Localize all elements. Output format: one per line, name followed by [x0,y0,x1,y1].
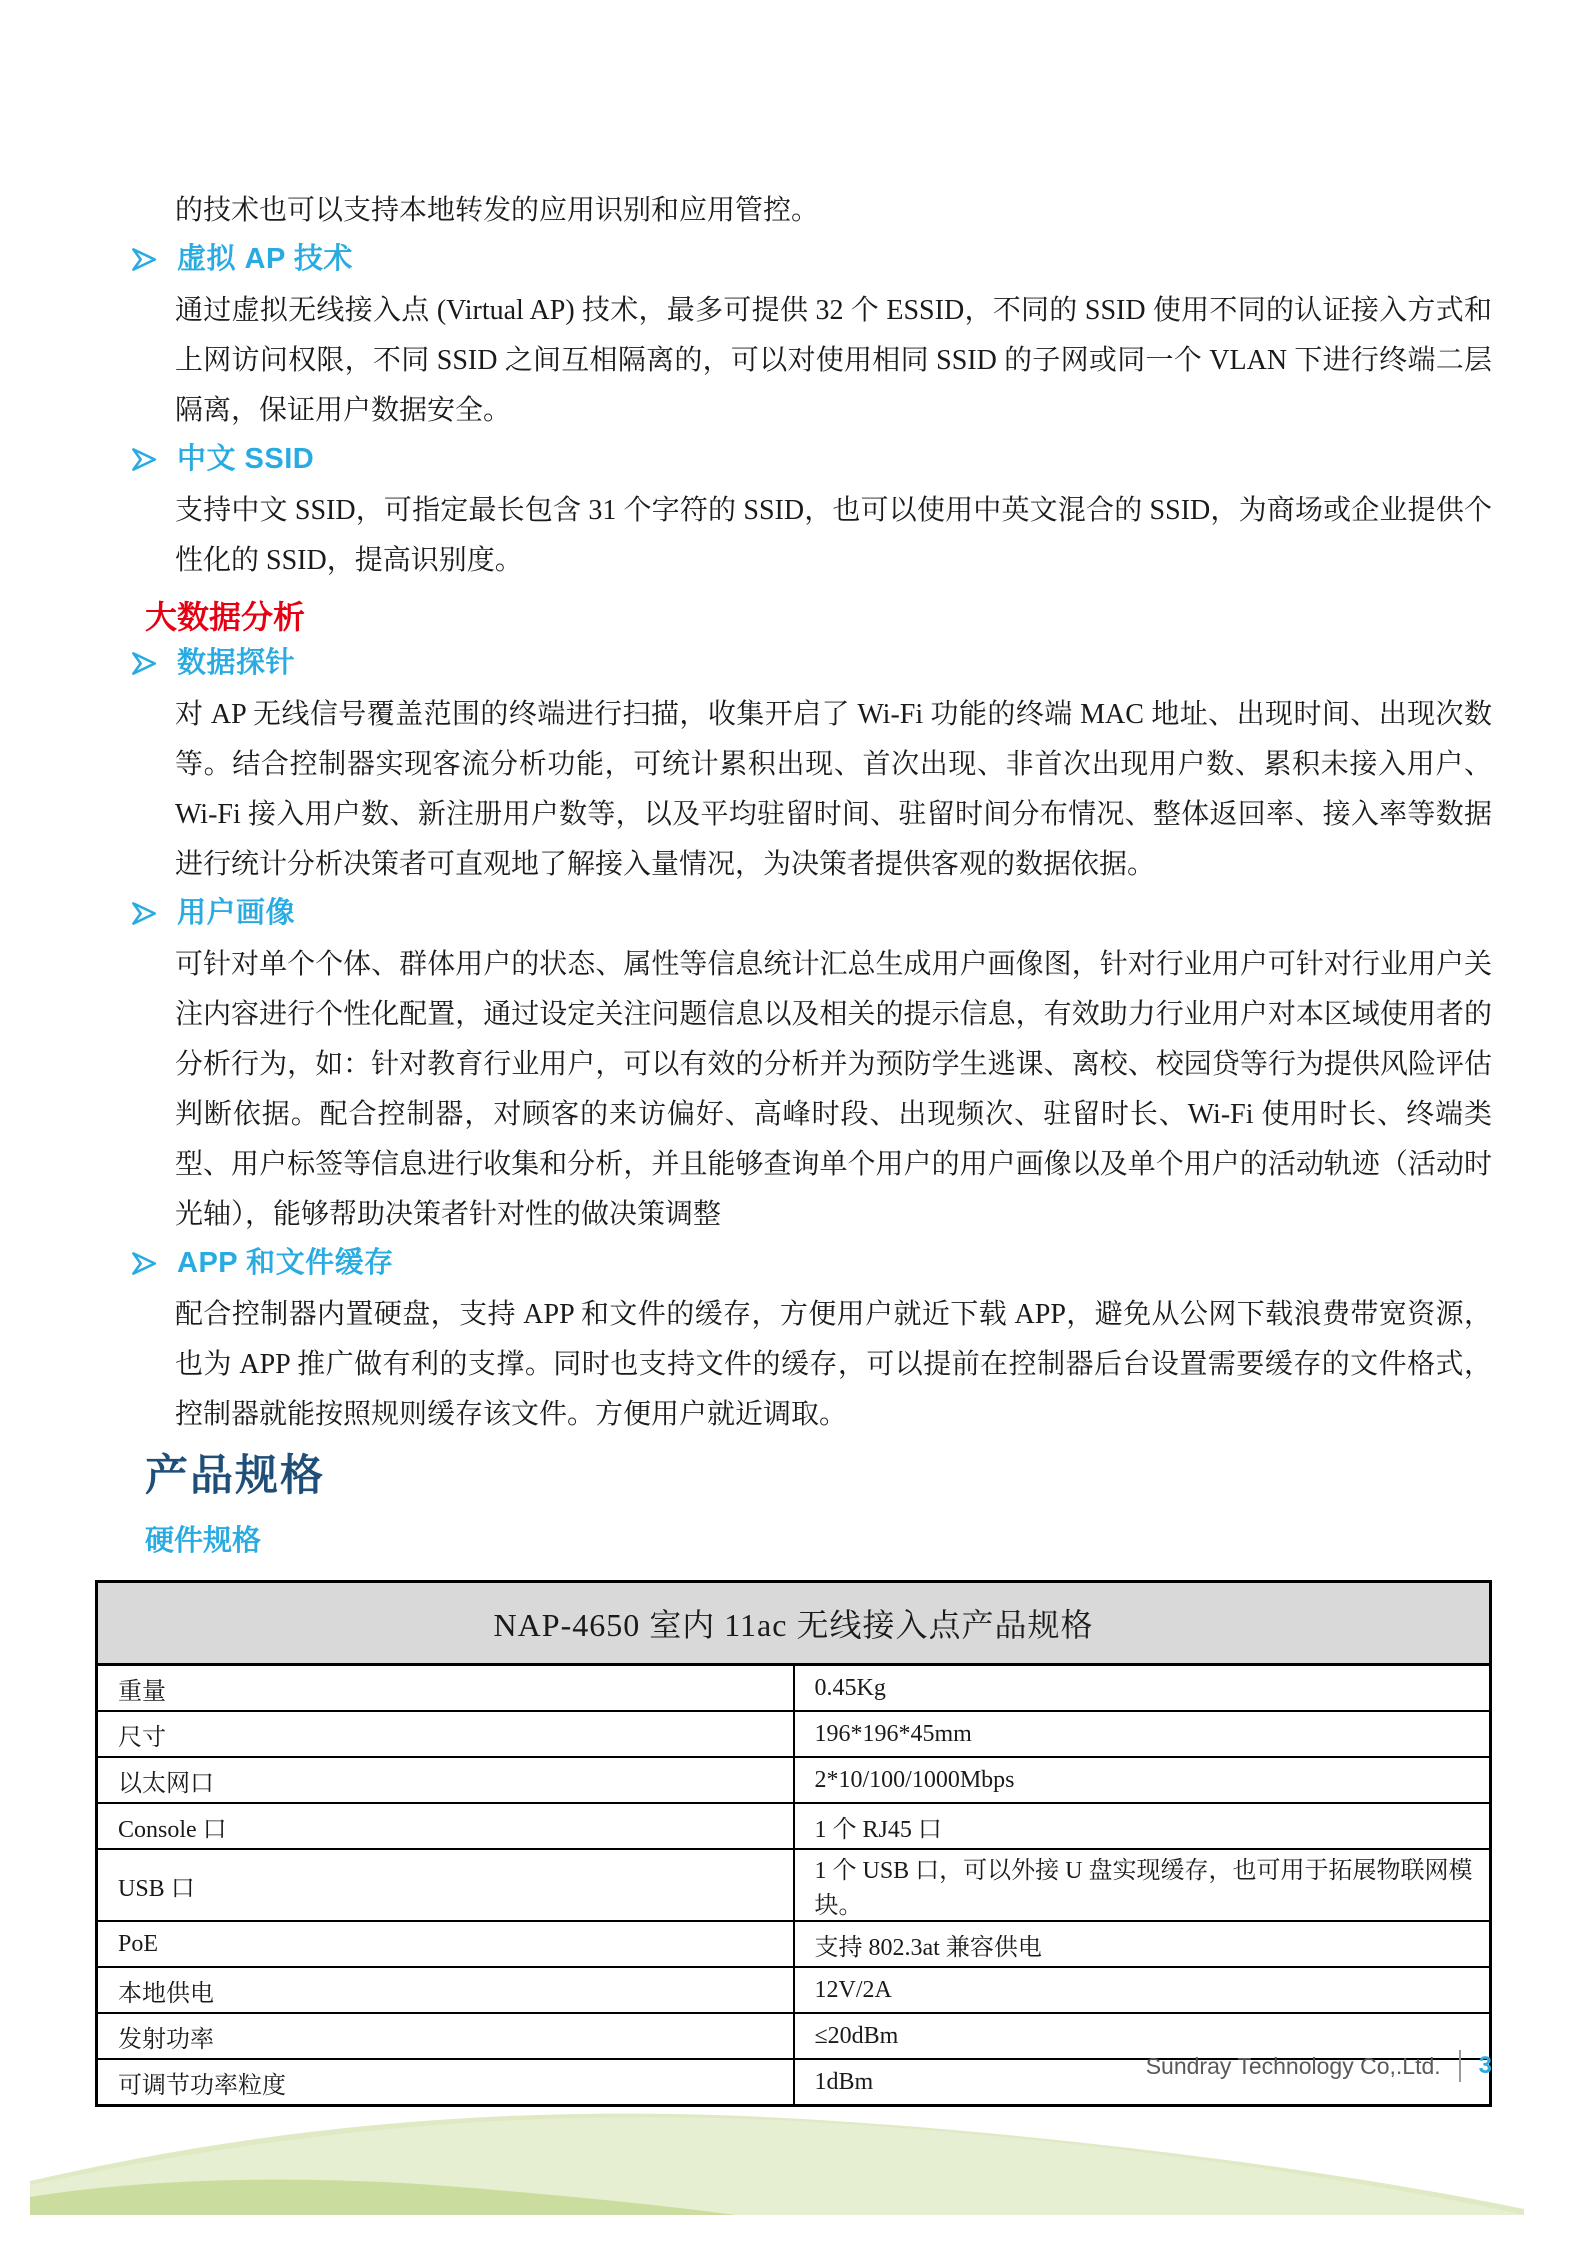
spec-value: 1 个 RJ45 口 [794,1803,1491,1849]
section-heading-label: APP 和文件缓存 [177,1247,394,1279]
spec-label: 尺寸 [97,1711,794,1757]
section-heading-label: 虚拟 AP 技术 [177,243,353,275]
section-heading-virtual-ap [130,240,1492,278]
table-row [97,1921,1491,1967]
arrow-bullet-icon [130,900,157,927]
spec-label: PoE [97,1921,794,1967]
spec-label: 发射功率 [97,2013,794,2059]
page-footer [1146,2050,1492,2082]
spec-label: 重量 [97,1665,794,1712]
section-paragraph-virtual-ap: 通过虚拟无线接入点 (Virtual AP) 技术，最多可提供 32 个 ESSID，不同的 SSID 使用不同的认证接入方式和上网访问权限，不同 SSID 之间互相隔离的，可以对使用相同 SSID 的子网或同一个 VLAN 下进行终端二层隔离，保证用户数据安全。 [175,295,1492,426]
section-paragraph-user-portrait: 可针对单个个体、群体用户的状态、属性等信息统计汇总生成用户画像图，针对行业用户可针对行业用户关注内容进行个性化配置，通过设定关注问题信息以及相关的提示信息，有效助力行业用户对本区域使用者的分析行为，如：针对教育行业用户，可以有效的分析并为预防学生逃课、离校、校园贷等行为提供风险评估判断依据。配合控制器，对顾客的来访偏好、高峰时段、出现频次、驻留时长、Wi-Fi 使用时长、终端类型、用户标签等信息进行收集和分析，并且能够查询单个用户的用户画像以及单个用户的活动轨迹（活动时光轴），能够帮助决策者针对性的做决策调整 [175,949,1492,1230]
table-row [97,1803,1491,1849]
product-spec-title: 产品规格 [145,1453,325,1500]
table-row [97,1757,1491,1803]
spec-value: 196*196*45mm [794,1711,1491,1757]
spec-value: ≤20dBm [794,2013,1491,2059]
page-content [95,186,1492,2107]
spec-label: 可调节功率粒度 [97,2059,794,2106]
spec-table-header-row [97,1582,1491,1665]
spec-value: 1dBm [794,2059,1491,2106]
hardware-spec-table [95,1580,1492,2107]
section-heading-app-cache [130,1244,1492,1282]
section-paragraph-chinese-ssid: 支持中文 SSID，可指定最长包含 31 个字符的 SSID，也可以使用中英文混合的 SSID，为商场或企业提供个性化的 SSID，提高识别度。 [175,495,1492,576]
intro-paragraph: 的技术也可以支持本地转发的应用识别和应用管控。 [175,195,820,226]
spec-value: 2*10/100/1000Mbps [794,1757,1491,1803]
spec-label: USB 口 [97,1849,794,1921]
arrow-bullet-icon [130,1250,157,1277]
spec-value: 0.45Kg [794,1665,1491,1712]
table-row [97,1967,1491,2013]
section-heading-chinese-ssid [130,440,1492,478]
spec-value: 12V/2A [794,1967,1491,2013]
section-heading-label: 中文 SSID [177,443,315,475]
footer-page-number: 3 [1478,2052,1492,2079]
spec-label: 本地供电 [97,1967,794,2013]
spec-table-title: NAP-4650 室内 11ac 无线接入点产品规格 [97,1582,1491,1665]
hardware-spec-subtitle: 硬件规格 [145,1525,262,1557]
table-row [97,1711,1491,1757]
spec-label: 以太网口 [97,1757,794,1803]
table-row [97,1849,1491,1921]
spec-value: 1 个 USB 口，可以外接 U 盘实现缓存，也可用于拓展物联网模块。 [794,1849,1491,1921]
footer-company-name: Sundray Technology Co,.Ltd. [1145,2052,1441,2079]
table-row [97,1665,1491,1712]
section-heading-label: 用户画像 [177,897,296,929]
section-heading-user-portrait [130,894,1492,932]
section-heading-label: 数据探针 [177,647,296,679]
big-data-title: 大数据分析 [145,599,306,635]
spec-label: Console 口 [97,1803,794,1849]
arrow-bullet-icon [130,246,157,273]
arrow-bullet-icon [130,446,157,473]
section-heading-data-probe [130,644,1492,682]
section-paragraph-app-cache: 配合控制器内置硬盘，支持 APP 和文件的缓存，方便用户就近下载 APP，避免从公网下载浪费带宽资源，也为 APP 推广做有利的支撑。同时也支持文件的缓存，可以提前在控制器后台设置需要缓存的文件格式，控制器就能按照规则缓存该文件。方便用户就近调取。 [175,1299,1492,1430]
section-paragraph-data-probe: 对 AP 无线信号覆盖范围的终端进行扫描，收集开启了 Wi-Fi 功能的终端 MAC 地址、出现时间、出现次数等。结合控制器实现客流分析功能，可统计累积出现、首次出现、非首次出现用户数、累积未接入用户、Wi-Fi 接入用户数、新注册用户数等，以及平均驻留时间、驻留时间分布情况、整体返回率、接入率等数据进行统计分析决策者可直观地了解接入量情况，为决策者提供客观的数据依据。 [175,699,1492,880]
footer-divider [1459,2050,1461,2082]
bottom-wave-decoration [30,2093,1524,2215]
spec-value: 支持 802.3at 兼容供电 [794,1921,1491,1967]
arrow-bullet-icon [130,650,157,677]
